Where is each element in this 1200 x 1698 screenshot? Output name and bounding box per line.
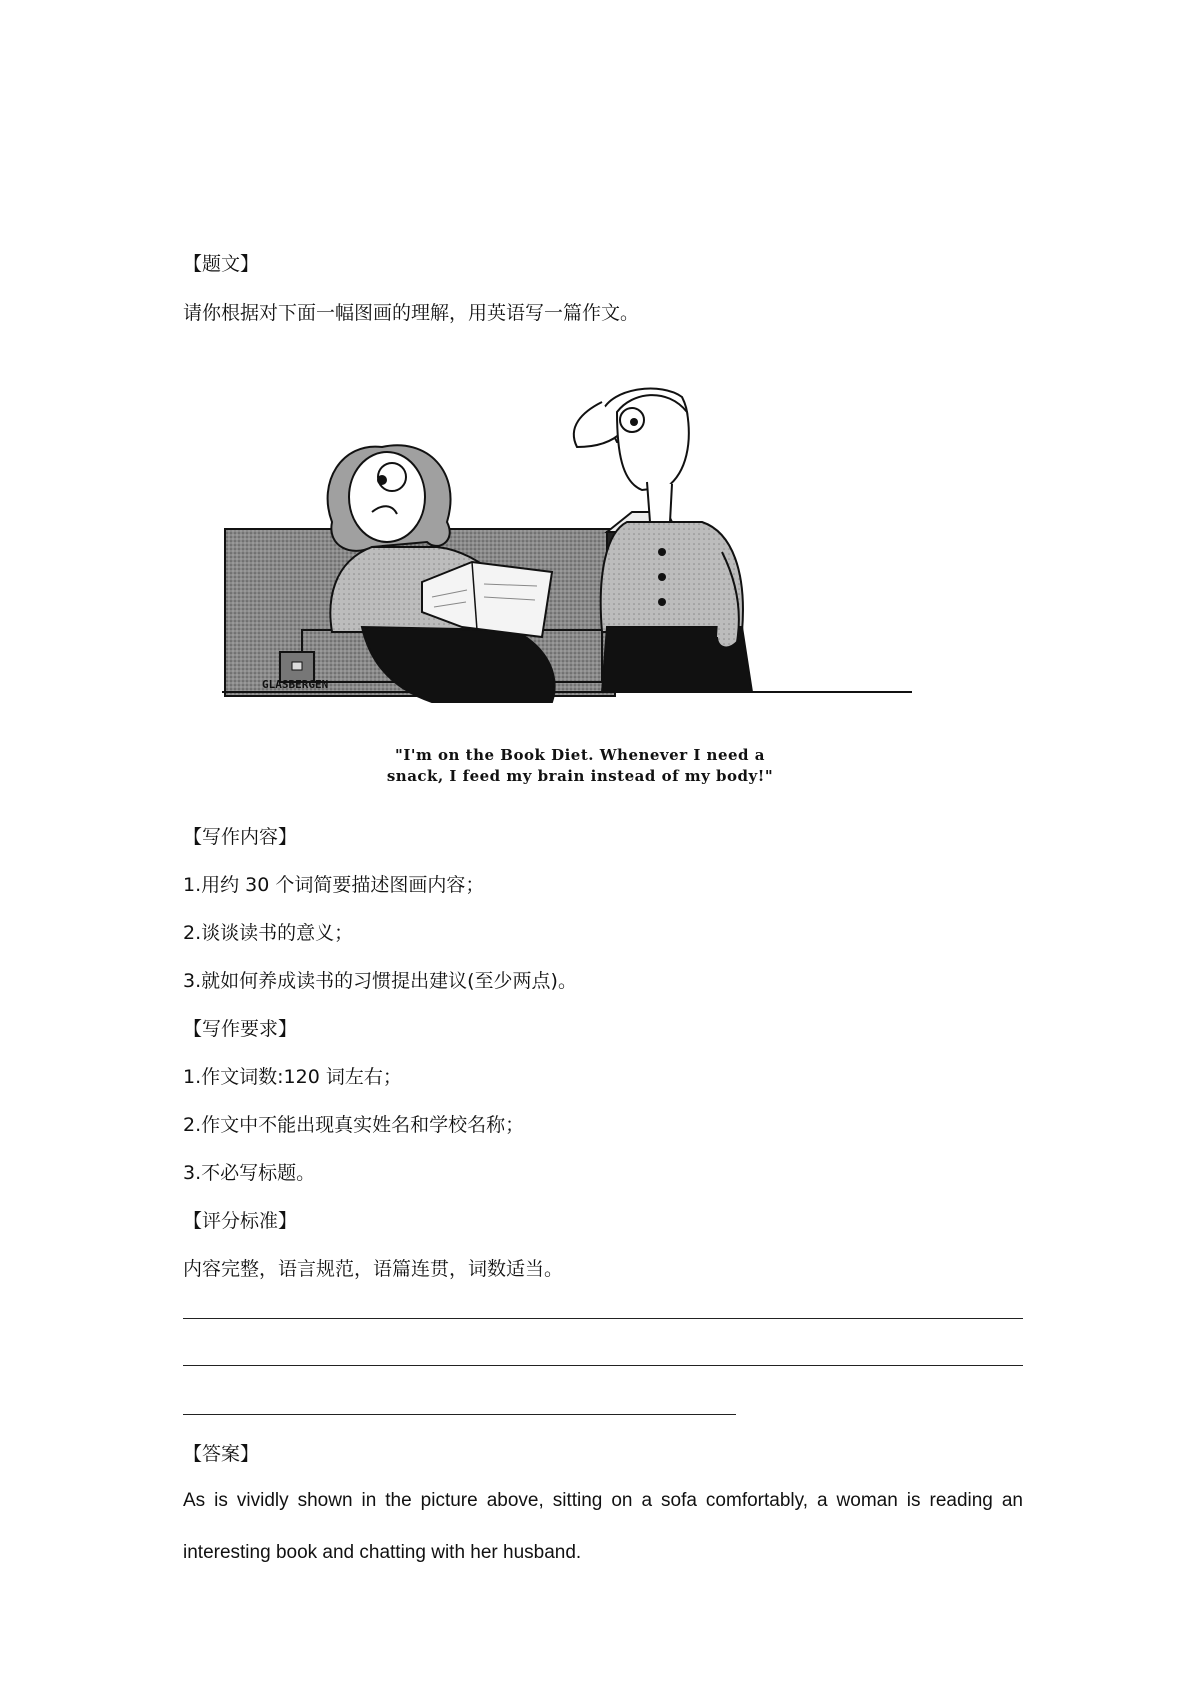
content-item-2: 2.谈谈读书的意义； xyxy=(183,922,354,944)
requirement-item-1: 1.作文词数:120 词左右； xyxy=(183,1066,402,1088)
heading-writing-content: 【写作内容】 xyxy=(183,826,298,848)
requirement-item-3: 3.不必写标题。 xyxy=(183,1162,316,1184)
answer-blank-line-3[interactable] xyxy=(183,1414,736,1415)
cartoon-caption-line-1: "I'm on the Book Diet. Whenever I need a xyxy=(395,746,765,764)
requirement-item-2: 2.作文中不能出现真实姓名和学校名称； xyxy=(183,1114,525,1136)
cartoon-caption-line-2: snack, I feed my brain instead of my body!" xyxy=(386,767,774,785)
answer-text: As is vividly shown in the picture above, sitting on a sofa comfortably, a woman is reading an interesting book and chatting with her husband. xyxy=(183,1490,1023,1563)
content-item-3: 3.就如何养成读书的习惯提出建议(至少两点)。 xyxy=(183,970,577,992)
heading-tiwen: 【题文】 xyxy=(183,253,260,275)
answer-blank-line-1[interactable] xyxy=(183,1318,1023,1319)
content-item-1: 1.用约 30 个词简要描述图画内容； xyxy=(183,874,485,896)
instruction-text: 请你根据对下面一幅图画的理解，用英语写一篇作文。 xyxy=(183,302,640,324)
scoring-criteria-text: 内容完整，语言规范，语篇连贯，词数适当。 xyxy=(183,1258,564,1280)
answer-blank-line-2[interactable] xyxy=(183,1365,1023,1366)
heading-scoring-criteria: 【评分标准】 xyxy=(183,1210,298,1232)
cartoonist-signature: GLASBERGEN xyxy=(262,678,329,691)
heading-writing-requirements: 【写作要求】 xyxy=(183,1018,298,1040)
heading-answer: 【答案】 xyxy=(183,1443,260,1465)
cartoon-illustration xyxy=(222,372,912,792)
